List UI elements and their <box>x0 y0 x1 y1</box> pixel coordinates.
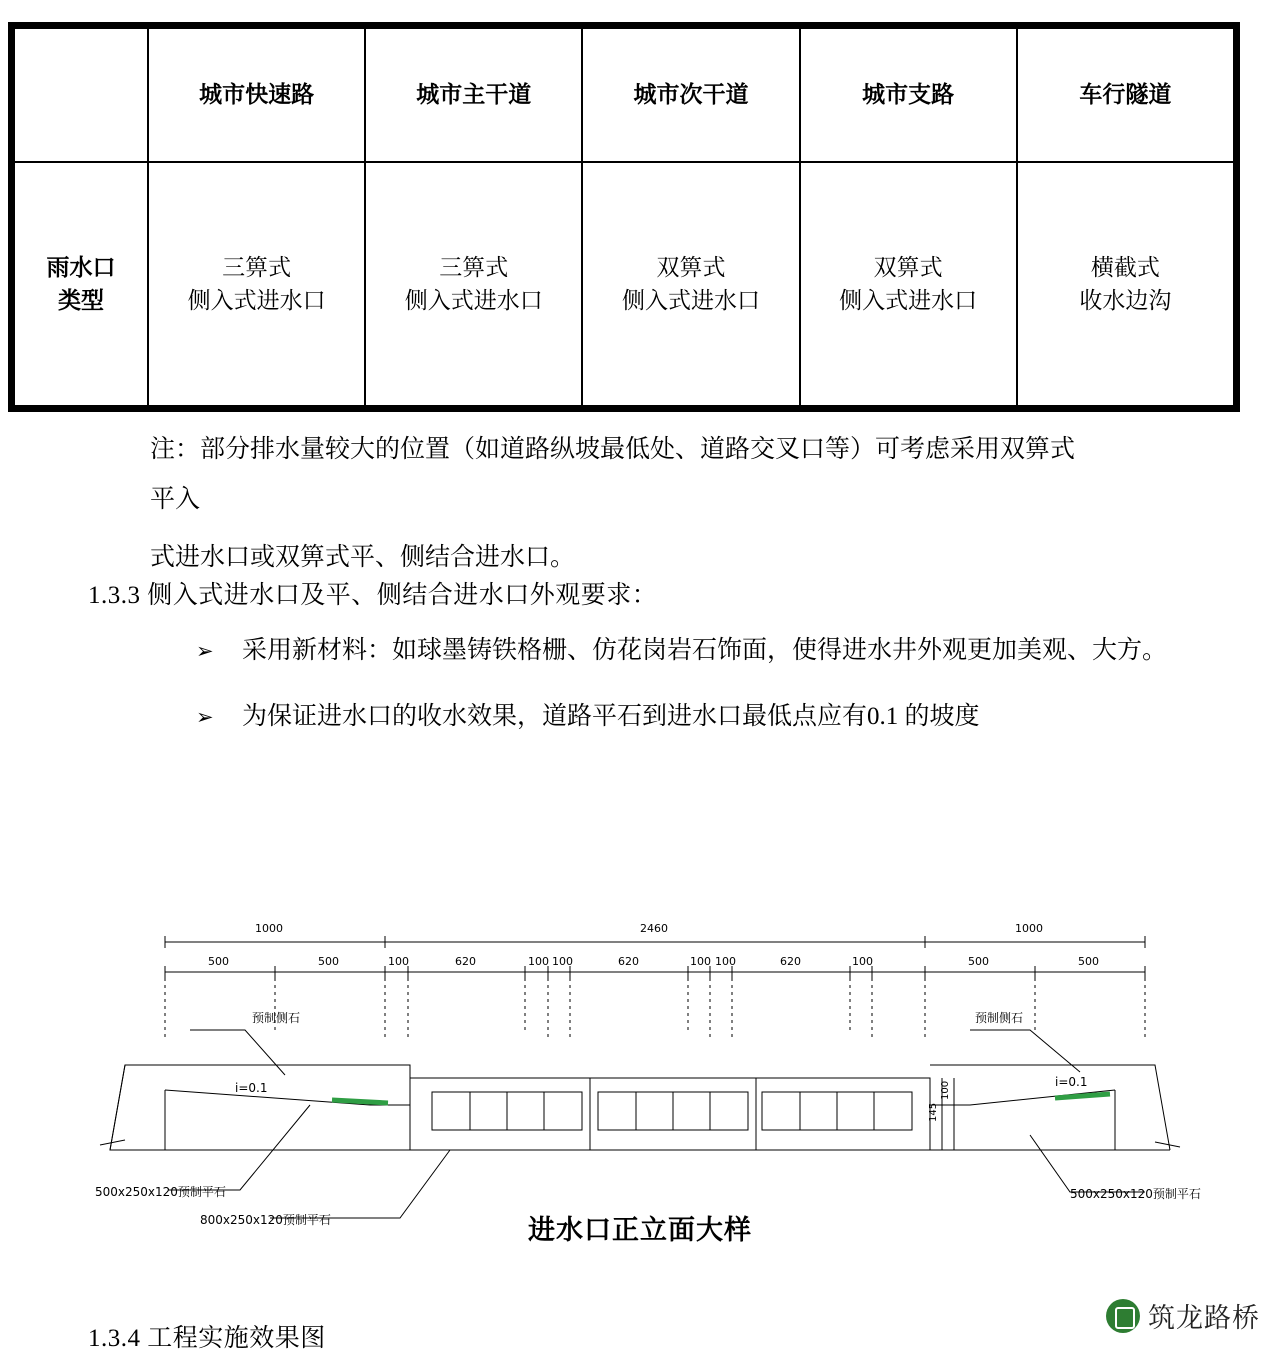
cell-line-1: 三箅式 <box>439 253 509 280</box>
label-flat-stone-bottom: 800x250x120预制平石 <box>200 1213 331 1227</box>
dim-top-center: 2460 <box>640 922 668 935</box>
cell-line-2: 侧入式进水口 <box>621 287 760 313</box>
dim-100-a: 100 <box>388 955 409 968</box>
dim-620-a: 620 <box>455 955 476 968</box>
cell-line-1: 双箅式 <box>873 253 943 280</box>
table-header-cell-branch-road: 城市支路 <box>800 28 1017 162</box>
cell-line-1: 三箅式 <box>222 253 292 280</box>
list-item <box>196 625 1206 677</box>
watermark <box>1106 1296 1260 1335</box>
cell-line-2: 侧入式进水口 <box>404 287 543 313</box>
watermark-text: 筑龙路桥 <box>1148 1303 1260 1333</box>
table-body-row <box>14 162 1234 406</box>
cell-line-2: 侧入式进水口 <box>839 287 978 313</box>
label-flat-stone-right: 500x250x120预制平石 <box>1070 1187 1201 1201</box>
dim-620-c: 620 <box>780 955 801 968</box>
dim-100-f: 100 <box>852 955 873 968</box>
dim-500-b: 500 <box>318 955 339 968</box>
drawing-caption: 进水口正立面大样 <box>528 1215 752 1245</box>
table-cell-expressway <box>148 162 365 406</box>
drawing-svg <box>70 900 1210 1260</box>
bullet-text: 为保证进水口的收水效果，道路平石到进水口最低点应有0.1 的坡度 <box>242 703 980 730</box>
label-height-145: 145 <box>928 1102 939 1122</box>
dim-500-d: 500 <box>1078 955 1099 968</box>
table-header-cell-empty <box>14 28 148 162</box>
leaf-logo-icon <box>1106 1299 1140 1333</box>
bullet-list <box>196 625 1206 757</box>
table-cell-secondary-road <box>582 162 799 406</box>
note-line-3: 式进水口或双箅式平、侧结合进水口。 <box>150 544 576 571</box>
note-line-2: 平入 <box>150 486 201 513</box>
dim-100-e: 100 <box>715 955 736 968</box>
section-heading-1-3-4: 1.3.4 工程实施效果图 <box>88 1325 326 1352</box>
table-cell-main-road <box>365 162 582 406</box>
label-slope-right: i=0.1 <box>1055 1075 1088 1089</box>
table-header-cell-expressway: 城市快速路 <box>148 28 365 162</box>
row-header-line-2: 类型 <box>58 287 104 313</box>
label-height-100: 100 <box>940 1080 951 1100</box>
label-precast-kerb-right: 预制侧石 <box>975 1011 1024 1025</box>
table-cell-branch-road <box>800 162 1017 406</box>
dim-100-b: 100 <box>528 955 549 968</box>
dim-100-d: 100 <box>690 955 711 968</box>
cell-line-1: 双箅式 <box>656 253 726 280</box>
table-note <box>150 425 1210 583</box>
dim-500-a: 500 <box>208 955 229 968</box>
table-header-cell-vehicle-tunnel: 车行隧道 <box>1017 28 1234 162</box>
table-header-cell-secondary-road: 城市次干道 <box>582 28 799 162</box>
table-cell-vehicle-tunnel <box>1017 162 1234 406</box>
section-heading-1-3-3: 1.3.3 侧入式进水口及平、侧结合进水口外观要求： <box>88 582 658 609</box>
table-header-cell-main-road: 城市主干道 <box>365 28 582 162</box>
spec-table <box>13 27 1235 407</box>
row-header-line-1: 雨水口 <box>46 253 116 280</box>
arrow-bullet-icon: ➢ <box>196 639 214 663</box>
note-line-1: 注：部分排水量较大的位置（如道路纵坡最低处、道路交叉口等）可考虑采用双箅式 <box>150 436 1076 463</box>
bullet-text: 采用新材料：如球墨铸铁格栅、仿花岗岩石饰面，使得进水井外观更加美观、大方。 <box>242 637 1168 664</box>
table-header-row <box>14 28 1234 162</box>
cell-line-2: 侧入式进水口 <box>187 287 326 313</box>
dim-100-c: 100 <box>552 955 573 968</box>
cell-line-1: 横截式 <box>1090 253 1160 280</box>
cell-line-2: 收水边沟 <box>1079 287 1172 313</box>
spec-table-container <box>8 22 1240 412</box>
dim-620-b: 620 <box>618 955 639 968</box>
label-slope-left: i=0.1 <box>235 1081 268 1095</box>
elevation-drawing <box>70 900 1210 1260</box>
table-row-header-inlet-type <box>14 162 148 406</box>
label-precast-kerb-left: 预制侧石 <box>252 1011 301 1025</box>
arrow-bullet-icon: ➢ <box>196 705 214 729</box>
dim-top-right: 1000 <box>1015 922 1043 935</box>
dim-top-left: 1000 <box>255 922 283 935</box>
label-flat-stone-left: 500x250x120预制平石 <box>95 1185 226 1199</box>
dim-500-c: 500 <box>968 955 989 968</box>
list-item <box>196 691 1206 743</box>
